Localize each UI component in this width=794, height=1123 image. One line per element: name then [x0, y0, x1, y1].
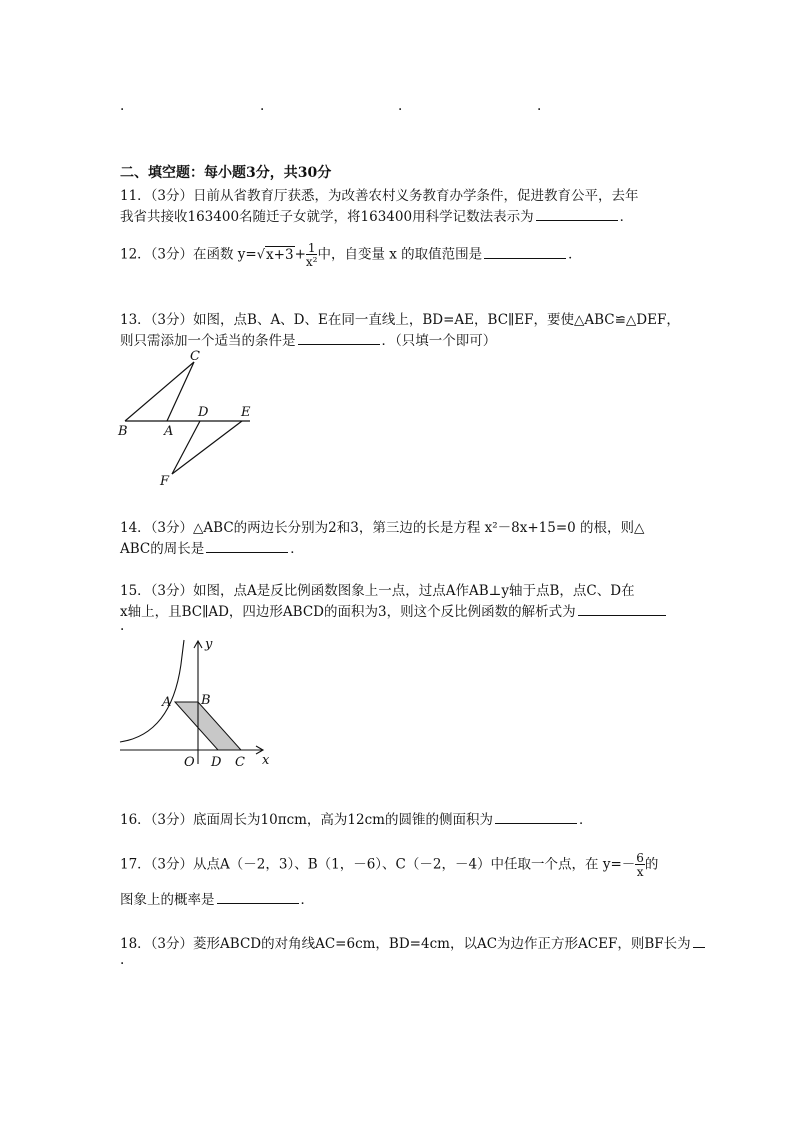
q15-line2 — [120, 600, 668, 620]
q12-prefix: 12．（3分）在函数 y= — [120, 246, 257, 263]
label-f: F — [160, 474, 170, 489]
q11-answer-blank[interactable] — [536, 219, 618, 221]
q11-line2-text: 我省共接收163400名随迁子女就学，将163400用科学记数法表示为 — [120, 209, 534, 225]
q15-answer-blank[interactable] — [578, 614, 666, 616]
q11-line1: 11．（3分）日前从省教育厅获悉，为改善农村义务教育办学条件，促进教育公平，去年 — [120, 188, 639, 204]
q15-line3: . — [120, 618, 125, 634]
q14-end: ． — [290, 541, 304, 557]
q13-line2-text: 则只需添加一个适当的条件是 — [120, 333, 296, 349]
q16-text: 16．（3分）底面周长为10πcm，高为12cm的圆锥的侧面积为 — [120, 812, 493, 828]
q12-answer-blank[interactable] — [484, 257, 566, 259]
q16-end: ． — [578, 812, 593, 828]
q13-line1: 13．（3分）如图，点B、A、D、E在同一直线上，BD=AE，BC∥EF，要使△ABC≌△DEF， — [120, 312, 680, 328]
q12-plus: + — [294, 246, 306, 263]
section-title: 二、填空题：每小题3分，共30分 — [120, 165, 332, 181]
q17-line2 — [120, 888, 314, 908]
dot-2: . — [260, 98, 265, 114]
q17-line1 — [120, 852, 658, 878]
q13-answer-blank[interactable] — [298, 343, 380, 345]
dot-1: . — [120, 98, 125, 114]
q13-figure — [110, 348, 270, 490]
q15-line2-text: x轴上，且BC∥AD，四边形ABCD的面积为3，则这个反比例函数的解析式为 — [120, 604, 576, 620]
q13-line2-end: ．（只填一个即可） — [381, 333, 497, 349]
q12-end: ． — [568, 246, 582, 263]
shaded-parallelogram-abcd — [175, 702, 241, 750]
label-a: A — [162, 695, 172, 710]
q17-line1-end: 的 — [644, 856, 659, 873]
label-b: B — [201, 693, 211, 708]
q11-line2 — [120, 205, 633, 225]
q17-line1-text: 17．（3分）从点A（－2，3）、B（1，－6）、C（－2，－4）中任取一个点，在 y=－ — [120, 856, 636, 873]
q14-line2 — [120, 537, 304, 557]
q12-radicand: x+3 — [266, 246, 294, 263]
q15-line1: 15．（3分）如图，点A是反比例函数图象上一点，过点A作AB⊥y轴于点B，点C、D在 — [120, 583, 635, 599]
q14-line1: 14．（3分）△ABC的两边长分别为2和3，第三边的长是方程 x²－8x+15=0 的根，则△ — [120, 520, 645, 536]
label-d: D — [198, 405, 209, 420]
q14-line2-text: ABC的周长是 — [120, 541, 205, 557]
q14-answer-blank[interactable] — [206, 551, 288, 553]
sqrt-icon: √ — [256, 247, 266, 263]
label-y: y — [205, 637, 213, 652]
label-a: A — [164, 424, 174, 439]
q18-answer-blank[interactable] — [693, 946, 705, 948]
segment-df — [172, 421, 200, 474]
q15-figure — [112, 636, 277, 772]
q17-frac-den: x — [636, 865, 644, 879]
q12-frac-den: x² — [305, 255, 318, 269]
label-d: D — [211, 755, 222, 770]
q18-line1 — [120, 932, 707, 952]
segment-fe — [172, 421, 242, 474]
q12-frac-num: 1 — [307, 241, 316, 255]
label-e: E — [241, 405, 251, 420]
q17-fraction — [635, 852, 645, 878]
hyperbola-curve — [120, 640, 184, 742]
q16-line — [120, 808, 592, 828]
q12-line — [120, 242, 582, 268]
q17-line2-text: 图象上的概率是 — [120, 892, 215, 908]
q11-end: ． — [619, 209, 634, 225]
label-x: x — [262, 753, 270, 768]
label-c: C — [235, 755, 245, 770]
segment-ca — [167, 362, 194, 421]
label-b: B — [118, 424, 128, 439]
q18-line1-text: 18．（3分）菱形ABCD的对角线AC=6cm，BD=4cm，以AC为边作正方形ACEF，则BF长为 — [120, 936, 691, 952]
q18-line2: . — [120, 952, 125, 968]
q16-answer-blank[interactable] — [495, 822, 577, 824]
label-o: O — [184, 755, 195, 770]
q12-fraction — [306, 242, 318, 268]
segment-bc — [125, 362, 194, 421]
q17-end: ． — [300, 892, 314, 908]
dot-3: . — [398, 98, 403, 114]
dot-4: . — [537, 98, 542, 114]
label-c: C — [190, 349, 200, 364]
q17-frac-num: 6 — [636, 851, 644, 865]
q13-line2 — [120, 329, 496, 349]
q12-suffix: 中，自变量 x 的取值范围是 — [317, 246, 483, 263]
q17-answer-blank[interactable] — [217, 902, 299, 904]
